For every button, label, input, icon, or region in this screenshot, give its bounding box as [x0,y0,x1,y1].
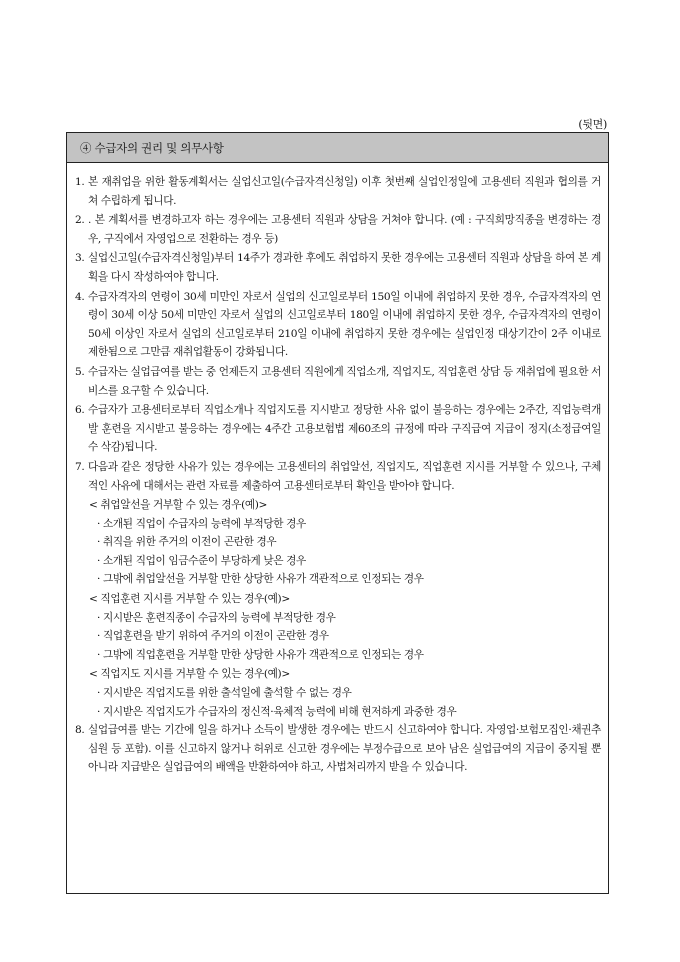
list-item [75,363,601,400]
item-number: 3. [75,252,85,265]
list-item [75,458,601,495]
list-item [75,249,601,286]
item-number: 1. [75,176,85,188]
item-number: 5. [75,365,85,378]
item-text: 본 재취업을 위한 활동계획서는 실업신고일(수급자격신청일) 이후 첫번째 실업인정일에 고용센터 직원과 협의를 거쳐 수립하게 됩니다. [88,176,601,207]
refusal-group-vocational-training [75,590,601,664]
refusal-reason: · 그밖에 취업알선을 거부할 만한 상당한 사유가 객관적으로 인정되는 경우 [97,573,424,586]
list-item [75,721,601,777]
refusal-group-title: < 직업지도 지시를 거부할 수 있는 경우(예)> [89,668,290,681]
refusal-reason: · 소개된 직업이 임금수준이 부당하게 낮은 경우 [97,554,306,567]
item-text: . 본 계획서를 변경하고자 하는 경우에는 고용센터 직원과 상담을 거쳐야 합니다. (예 : 구직희망직종을 변경하는 경우, 구직에서 자영업으로 전환하는 경우 등) [88,214,601,245]
refusal-reason: · 지시받은 직업지도를 위한 출석일에 출석할 수 없는 경우 [97,687,352,700]
refusal-reason: · 그밖에 직업훈련을 거부할 만한 상당한 사유가 객관적으로 인정되는 경우 [97,648,424,661]
list-item [75,211,601,248]
item-text: 수급자격자의 연령이 30세 미만인 자로서 실업의 신고일로부터 150일 이내에 취업하지 못한 경우, 수급자격자의 연령이 30세 이상 50세 미만인 자로서 실업의 신고일로부터 180일 이내에 취업하지 못한 경우, 수급자격자의 연령이 50세 이상인 자로서 실업의 신고일로부터 210일 이내에 취업하지 못한 경우에는 실업인정 대상기간이 2주 이내로 제한됨으로 그만큼 재취업활동이 강화됩니다. [88,290,601,359]
refusal-reason: · 지시받은 훈련직종이 수급자의 능력에 부적당한 경우 [97,611,336,624]
item-text: 실업급여를 받는 기간에 일을 하거나 소득이 발생한 경우에는 반드시 신고하여야 합니다. 자영업·보험모집인·채권추심원 등 포함). 이를 신고하지 않거나 허위로 신고한 경우에는 부정수급으로 보아 남은 실업급여의 지급이 중지될 뿐 아니라 지급받은 실업급여의 배액을 반환하여야 하고, 사법처리까지 받을 수 있습니다. [88,724,601,774]
refusal-group-title: < 취업알선을 거부할 수 있는 경우(예)> [89,499,268,512]
item-number: 6. [75,404,85,417]
refusal-group-job-placement [75,496,601,589]
refusal-reason: · 직업훈련을 받기 위하여 주거의 이전이 곤란한 경우 [97,630,329,643]
item-number: 2. [75,214,85,227]
refusal-reason: · 소개된 직업이 수급자의 능력에 부적당한 경우 [97,517,306,530]
page-note: (뒷면) [578,118,607,131]
refusal-reason: · 지시받은 직업지도가 수급자의 정신적·육체적 능력에 비해 현저하게 과중한 경우 [97,705,457,718]
item-number: 8. [75,724,85,737]
refusal-group-title: < 직업훈련 지시를 거부할 수 있는 경우(예)> [89,593,290,606]
item-text: 다음과 같은 정당한 사유가 있는 경우에는 고용센터의 취업알선, 직업지도, 직업훈련 지시를 거부할 수 있으나, 구체적인 사유에 대해서는 관련 자료를 제출하여 고용센터로부터 확인을 받아야 합니다. [88,460,601,492]
list-item [75,288,601,362]
item-number: 4. [75,290,85,303]
item-text: 실업신고일(수급자격신청일)부터 14주가 경과한 후에도 취업하지 못한 경우에는 고용센터 직원과 상담을 하여 본 계획을 다시 작성하여야 합니다. [88,252,601,283]
rights-duties-box [66,132,609,894]
list-item [75,401,601,457]
list-item [75,173,601,210]
refusal-reason: · 취직을 위한 주거의 이전이 곤란한 경우 [97,536,277,549]
item-number: 7. [75,460,85,473]
item-text: 수급자는 실업급여를 받는 중 언제든지 고용센터 직원에게 직업소개, 직업지도, 직업훈련 상담 등 재취업에 필요한 서비스를 요구할 수 있습니다. [88,365,601,397]
refusal-group-career-guidance [75,665,601,721]
rights-duties-content [67,163,608,777]
item-text: 수급자가 고용센터로부터 직업소개나 직업지도를 지시받고 정당한 사유 없이 불응하는 경우에는 2주간, 직업능력개발 훈련을 지시받고 불응하는 경우에는 4주간 고용보험법 제60조의 규정에 따라 구직급여 지급이 정지(소정급여일수 삭감)됩니다. [88,404,601,454]
section-title: ④ 수급자의 권리 및 의무사항 [67,133,608,163]
